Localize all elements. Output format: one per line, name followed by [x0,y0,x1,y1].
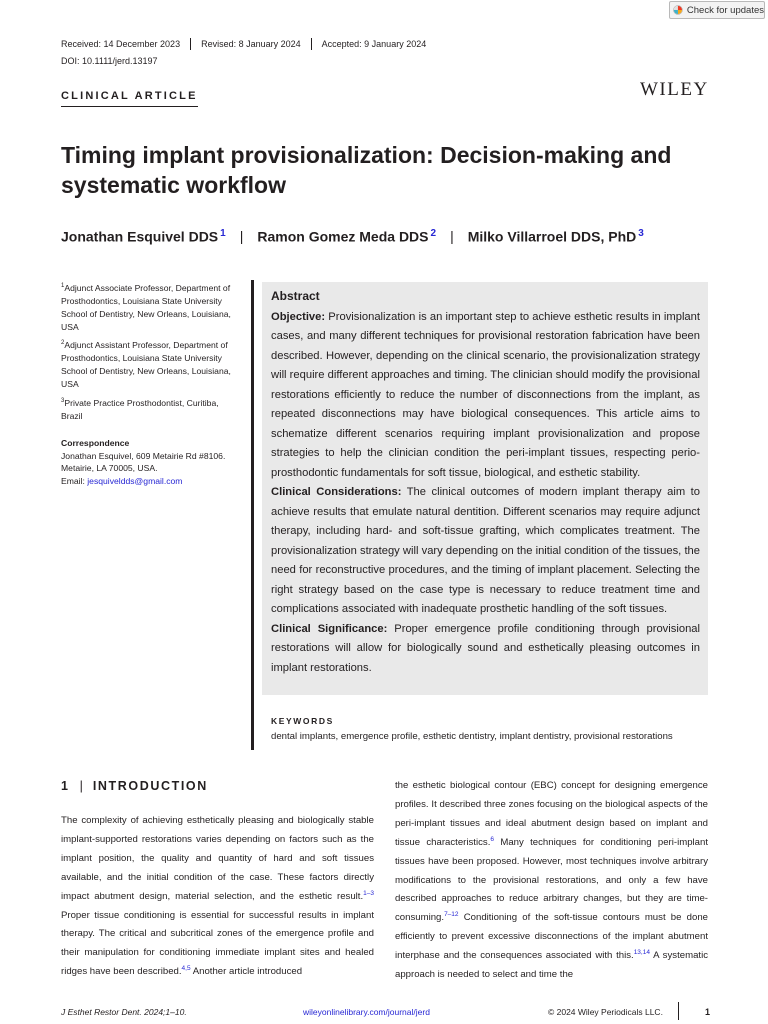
author-list [61,228,644,245]
article-type: CLINICAL ARTICLE [61,90,198,107]
keywords-heading: KEYWORDS [271,716,334,726]
footer-divider [678,1002,679,1020]
citation-link[interactable]: 7–12 [444,911,459,919]
citation-link[interactable]: 1–3 [363,889,374,897]
abstract-objective: Objective: Provisionalization is an important step to achieve esthetic results in implant cases, and many different techniques for provisional restoration fabrication have been described. However, depending on the clinical scenario, the provisionalization strategy will require different approaches and timing. The clinician should modify the provisional restorations efficiently to reduce the number of disconnections from the implant, as repeated disconnections may have biological consequences. This article aims to schematize different scenarios requiring implant provisionalization and propose strategies to help the clinician condition the peri-implant tissues, respecting perio-prosthodontic fundamentals for soft tissue, biological, and esthetic stability. [271,310,700,479]
author[interactable]: Jonathan Esquivel DDS $^1$ [61,228,226,245]
citation-link[interactable]: 4,5 [181,965,191,973]
affiliation: $^1$Adjunct Associate Professor, Department of Prosthodontics, Louisiana State University School of Dentistry, New Orleans, Louisiana, USA [61,282,231,332]
journal-citation: J Esthet Restor Dent. 2024;1–10. [61,1007,187,1017]
author[interactable]: Milko Villarroel DDS, PhD $^3$ [467,228,644,245]
journal-url-link[interactable]: wileyonlinelibrary.com/journal/jerd [303,1007,430,1017]
abstract-heading: Abstract [271,289,320,303]
affiliation: $^3$Private Practice Prosthodontist, Curitiba, Brazil [61,397,219,421]
accepted-date: Accepted: 9 January 2024 [311,38,437,50]
author-separator: | [239,228,244,244]
crossmark-icon [673,4,683,16]
author-separator: | [450,228,454,244]
author-affil-mark: 3 [638,228,644,239]
author[interactable]: Ramon Gomez Meda DDS $^2$ [257,228,437,245]
correspondence-heading: Correspondence [61,437,130,448]
body-text-right: the esthetic biological contour (EBC) concept for designing emergence profiles. It described three zones focusing on the biological aspects of the peri-implant tissues and ideal abutment design based on implant and tissue characteristics.$^6$ Many techniques for conditioning peri-implant tissues have been proposed. However, most techniques involve arbitrary modifications to the provisional restorations, and only a few have described approaches to reduce arbitrary changes, but they are time-consuming.$^{7-12}$ Conditioning of the soft-tissue contours must be done efficiently to prevent excessive disconnections of the implant abutment interphase and the consequences associated with this.$^{13,14}$ A systematic approach is needed to select and time the [395,780,709,981]
abstract-significance: Clinical Significance: Proper emergence profile conditioning through provisional restorations will allow for biologically sound and esthetically pleasing outcomes in implant restorations. [271,622,700,674]
check-for-updates-label: Check for updates [686,4,764,16]
abstract-considerations: Clinical Considerations: The clinical outcomes of modern implant therapy aim to achieve results that emulate natural dentition. Different scenarios may require adjunct therapy, including hard- and soft-tissue grafting, which complicates treatment. The provisionalization strategy will vary depending on the initial condition of the tissues, the need for reconstructive procedures, and the timing of implant placement. Selecting the right strategy based on the case type is necessary to reduce treatment time and complications associated with inadequate prosthetic handling of the soft tissues. [271,486,700,615]
abstract [271,287,700,678]
section-heading: 1 | INTRODUCTION [61,779,208,793]
keywords-list: dental implants, emergence profile, esthetic dentistry, implant dentistry, provisional restorations [271,731,673,742]
article-dates [61,38,436,50]
citation-link[interactable]: 13,14 [633,948,650,956]
revised-date: Revised: 8 January 2024 [190,38,311,50]
publisher-logo: WILEY [640,79,709,100]
author-affil-mark: 2 [430,228,437,239]
received-date: Received: 14 December 2023 [61,39,181,49]
email-link[interactable]: jesquiveldds@gmail.com [87,476,183,487]
correspondence-address: Jonathan Esquivel, 609 Metairie Rd #8106. Metairie, LA 70005, USA. Email: jesquiveldds@gmail.com [61,450,226,487]
doi[interactable]: DOI: 10.1111/jerd.13197 [61,56,158,66]
check-for-updates-badge[interactable] [669,1,765,19]
author-affil-mark: 1 [220,228,226,239]
abstract-rule [251,280,254,750]
affiliation: $^2$Adjunct Assistant Professor, Department of Prosthodontics, Louisiana State University School of Dentistry, New Orleans, Louisiana, USA [61,340,231,390]
page-number: 1 [705,1007,711,1017]
article-title: Timing implant provisionalization: Decision-making and systematic workflow [61,142,672,198]
affiliations [61,280,241,488]
copyright: © 2024 Wiley Periodicals LLC. [548,1007,663,1017]
citation-link[interactable]: 6 [490,835,494,843]
body-text-left: The complexity of achieving esthetically pleasing and biologically stable implant-supported restorations varies depending on factors such as the implant position, the quality and quantity of hard and soft tissues available, and the initial condition of the case. These factors directly impact abutment design, material selection, and the esthetic result.$^{1-3}$ Proper tissue conditioning is essential for successful results in implant therapy. The critical and subcritical zones of the emergence profile and their manipulation for conditioning immediate implant sites and healed ridges have been described.$^{4,5}$ Another article introduced [61,815,374,978]
